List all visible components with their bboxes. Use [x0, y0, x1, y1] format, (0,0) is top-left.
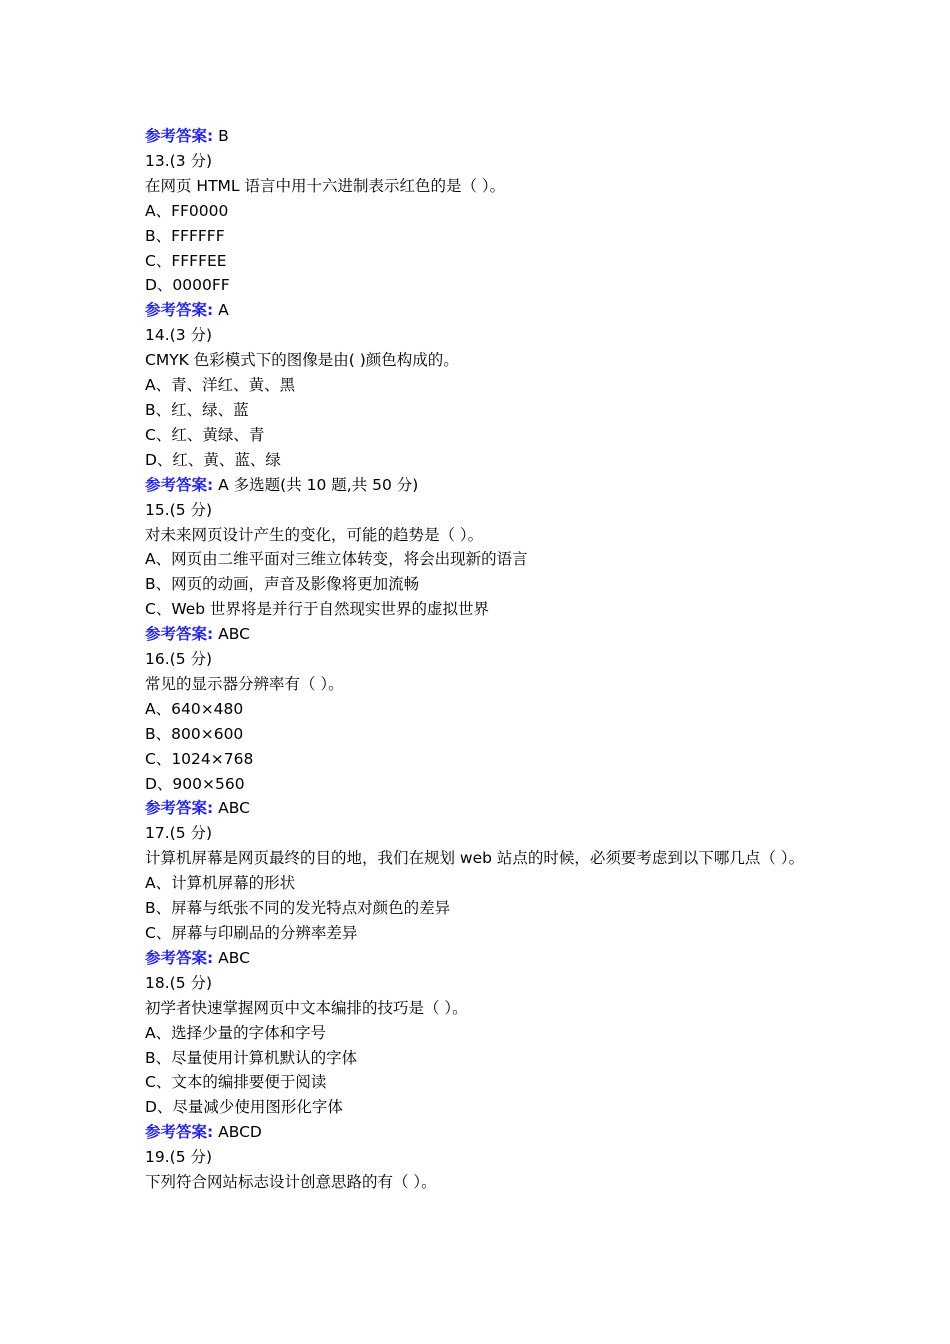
answer-value: B	[218, 127, 229, 145]
answer-line	[145, 473, 815, 498]
question-header: 14.(3 分)	[145, 326, 213, 345]
answer-line	[145, 946, 815, 971]
answer-label: 参考答案:	[145, 625, 214, 644]
option-item: C、屏幕与印刷品的分辨率差异	[145, 924, 358, 942]
question-text: 计算机屏幕是网页最终的目的地，我们在规划 web 站点的时候，必须要考虑到以下哪几点（ ）。	[145, 849, 805, 868]
answer-label: 参考答案:	[145, 475, 214, 494]
question-header: 19.(5 分)	[145, 1148, 213, 1167]
question-text: 在网页 HTML 语言中用十六进制表示红色的是（ ）。	[145, 176, 506, 195]
option-item: C、FFFFEE	[145, 251, 227, 270]
option-item: A、选择少量的字体和字号	[145, 1023, 327, 1042]
answer-value: ABC	[218, 799, 250, 818]
option-item: A、640×480	[145, 699, 244, 718]
answer-label: 参考答案:	[145, 799, 214, 818]
question-header: 15.(5 分)	[145, 500, 213, 519]
document-body	[145, 124, 815, 1195]
option-item: B、800×600	[145, 724, 244, 743]
option-item: C、红、黄绿、青	[145, 425, 265, 444]
option-item: B、屏幕与纸张不同的发光特点对颜色的差异	[145, 899, 451, 918]
answer-value: ABCD	[218, 1123, 262, 1142]
answer-label: 参考答案:	[145, 301, 214, 320]
option-item: D、尽量减少使用图形化字体	[145, 1098, 343, 1117]
option-item: C、文本的编排要便于阅读	[145, 1073, 327, 1092]
option-item: A、FF0000	[145, 201, 229, 220]
option-item: D、0000FF	[145, 276, 230, 295]
option-item: D、红、黄、蓝、绿	[145, 450, 281, 469]
question-text: 初学者快速掌握网页中文本编排的技巧是（ ）。	[145, 998, 468, 1017]
question-text: CMYK 色彩模式下的图像是由( )颜色构成的。	[145, 351, 459, 370]
question-text: 常见的显示器分辨率有（ ）。	[145, 674, 344, 693]
option-item: A、计算机屏幕的形状	[145, 874, 296, 893]
question-text: 对未来网页设计产生的变化，可能的趋势是（ ）。	[145, 525, 484, 544]
answer-line	[145, 1120, 815, 1145]
answer-line	[145, 622, 815, 647]
option-item: C、1024×768	[145, 749, 254, 768]
answer-label: 参考答案:	[145, 1123, 214, 1142]
answer-value: ABC	[218, 625, 250, 644]
answer-line	[145, 298, 815, 323]
question-text: 下列符合网站标志设计创意思路的有（ ）。	[145, 1173, 437, 1192]
answer-label: 参考答案:	[145, 127, 214, 145]
option-item: B、红、绿、蓝	[145, 400, 249, 419]
question-header: 13.(3 分)	[145, 151, 213, 170]
answer-label: 参考答案:	[145, 948, 214, 967]
answer-line	[145, 796, 815, 821]
answer-value: A	[218, 301, 229, 320]
answer-value: A 多选题(共 10 题,共 50 分)	[218, 475, 419, 494]
answer-line	[145, 124, 815, 149]
answer-value: ABC	[218, 948, 250, 967]
option-item: A、网页由二维平面对三维立体转变，将会出现新的语言	[145, 550, 528, 569]
question-header: 16.(5 分)	[145, 650, 213, 669]
question-header: 17.(5 分)	[145, 824, 213, 843]
option-item: B、网页的动画，声音及影像将更加流畅	[145, 575, 420, 594]
option-item: C、Web 世界将是并行于自然现实世界的虚拟世界	[145, 600, 490, 619]
option-item: B、尽量使用计算机默认的字体	[145, 1048, 358, 1067]
option-item: A、青、洋红、黄、黑	[145, 376, 296, 395]
question-header: 18.(5 分)	[145, 973, 213, 992]
option-item: D、900×560	[145, 774, 245, 793]
option-item: B、FFFFFF	[145, 226, 225, 245]
